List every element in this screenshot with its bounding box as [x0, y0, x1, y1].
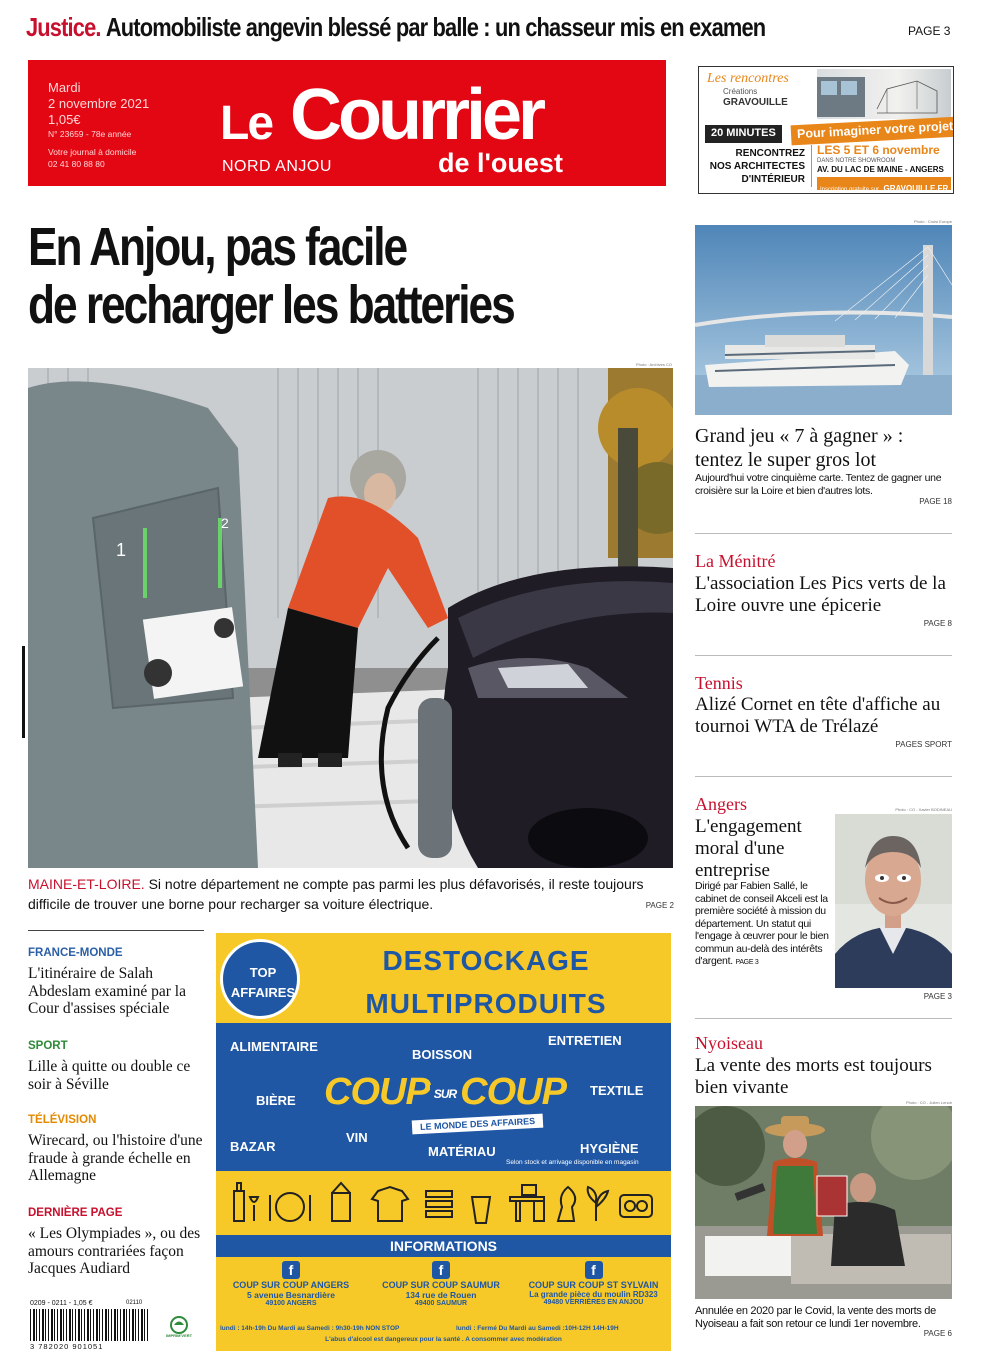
word-alimentaire: ALIMENTAIRE: [230, 1039, 318, 1054]
ad-tagline: Pour imaginer votre projet: [791, 117, 954, 146]
teaser-kicker: Justice.: [26, 12, 101, 42]
main-headline[interactable]: [28, 218, 688, 334]
word-vin: VIN: [346, 1130, 368, 1145]
ad-dates: LES 5 ET 6 novembre: [817, 143, 940, 157]
main-photo-charging-station: [28, 368, 673, 868]
store-saumur[interactable]: [366, 1257, 516, 1307]
store-city: 49480 VERRIÈRES EN ANJOU: [543, 1299, 644, 1306]
product-icons: [228, 1177, 658, 1233]
word-textile: TEXTILE: [590, 1083, 644, 1098]
store-angers[interactable]: [216, 1257, 366, 1307]
ad-left-line3: D'INTÉRIEUR: [741, 174, 805, 185]
angers-title[interactable]: L'engagement moral d'une entreprise: [695, 816, 802, 881]
ad-site-link[interactable]: GRAVOUILLE.FR: [883, 184, 949, 193]
brief-wirecard[interactable]: Wirecard, ou l'histoire d'une fraude à grande échelle en Allemagne: [28, 1132, 203, 1184]
ad-title-1: DESTOCKAGE: [382, 945, 590, 976]
alcohol-warning: L'abus d'alcool est dangereux pour la santé . A consommer avec modération: [325, 1336, 562, 1343]
plate-2-label: 2: [221, 515, 229, 531]
facebook-icon[interactable]: f: [432, 1261, 450, 1279]
ad-title-2: MULTIPRODUITS: [365, 988, 607, 1019]
facebook-icon[interactable]: f: [585, 1261, 603, 1279]
ad-signup-label: Inscription gratuite sur: [820, 187, 880, 193]
tshirt-icon: [372, 1187, 408, 1221]
ad-left-line2: NOS ARCHITECTES: [709, 161, 805, 172]
ad-divider: [811, 145, 812, 187]
hours-st-sylvain: lundi : Fermé Du Mardi au Samedi :10H-12H 14H-19H: [456, 1325, 619, 1332]
issue-day: Mardi: [48, 80, 81, 95]
brief-category-sport: SPORT: [28, 1040, 68, 1052]
menitre-kicker: La Ménitré: [695, 551, 776, 571]
top-teaser[interactable]: [26, 12, 896, 44]
boat-photo-credit: Photo : Croisi Europe: [913, 219, 952, 224]
angers-photo-credit: Photo : CO - Xavier BODINEAU: [895, 807, 952, 812]
cup-icon: [472, 1197, 490, 1223]
facebook-icon[interactable]: f: [282, 1261, 300, 1279]
nyoiseau-kicker: Nyoiseau: [695, 1033, 763, 1053]
tennis-title[interactable]: Alizé Cornet en tête d'affiche au tournoi WTA de Trélazé: [695, 694, 941, 737]
rule-3: [695, 776, 952, 777]
word-biere: BIÈRE: [256, 1093, 296, 1108]
logo-le: Le: [220, 97, 273, 150]
logo-ouest: de l'ouest: [438, 148, 563, 178]
logo-courrier: Courrier: [290, 75, 543, 155]
headline-line2: de recharger les batteries: [28, 275, 514, 335]
ad-address: AV. DU LAC DE MAINE - ANGERS: [817, 165, 944, 174]
headline-line1: En Anjou, pas facile: [28, 217, 407, 277]
jeu-text: Aujourd'hui votre cinquième carte. Tentez de gagner une croisière sur la Loire et bien d'autres lots.: [695, 472, 942, 497]
imprim-vert-logo: [164, 1314, 194, 1344]
brief-category-television: TÉLÉVISION: [28, 1114, 97, 1126]
imprim-vert-text: IMPRIM'VERT: [166, 1333, 193, 1338]
store-address: 5 avenue Besnardière: [247, 1290, 335, 1300]
teaser-page: PAGE 3: [908, 24, 951, 38]
chess-icon: [558, 1187, 575, 1221]
ad-script: Les rencontres: [707, 71, 789, 86]
rule-4: [695, 1018, 952, 1019]
store-st-sylvain[interactable]: [516, 1257, 671, 1306]
issue-price: 1,05€: [48, 112, 81, 127]
logo-sur: SUR: [430, 1085, 460, 1103]
nyoiseau-page: PAGE 6: [923, 1329, 952, 1338]
caption-text: Si notre département ne compte pas parmi les plus défavorisés, il reste toujours difficile de trouver une borne pour recharger sa voiture électrique.: [28, 876, 644, 912]
barcode-number: 3 782020 901051: [30, 1342, 104, 1351]
ad-minutes: 20 MINUTES: [705, 125, 782, 143]
barcode-code: 02110: [126, 1300, 143, 1306]
word-bazar: BAZAR: [230, 1139, 276, 1154]
rule-1: [695, 533, 952, 534]
hours-angers: lundi : 14h-19h Du Mardi au Samedi : 9h30-19h NON STOP: [220, 1325, 400, 1332]
fabien-salle-photo: [835, 814, 952, 988]
ad-brand-sub: Créations: [723, 87, 758, 96]
plate-icon: [270, 1193, 310, 1221]
word-entretien: ENTRETIEN: [548, 1033, 622, 1048]
jeu-title[interactable]: Grand jeu « 7 à gagner » : tentez le super gros lot: [695, 425, 904, 471]
store-name: COUP SUR COUP ST SYLVAIN: [528, 1280, 659, 1290]
gravouille-ad[interactable]: [698, 66, 954, 194]
logo-subtitle: LE MONDE DES AFFAIRES: [412, 1114, 544, 1135]
briefs-top-rule: [28, 930, 204, 931]
logo-coup-2: COUP: [460, 1071, 566, 1113]
masthead: [28, 60, 666, 186]
store-city: 49400 SAUMUR: [414, 1300, 468, 1307]
angers-kicker: Angers: [695, 794, 747, 814]
kitchen-image: [817, 69, 951, 119]
bottle-icon: [234, 1183, 258, 1221]
delivery-label: Votre journal à domicile: [48, 147, 137, 157]
logo-coup-1: COUP: [324, 1071, 430, 1113]
stock-note: Selon stock et arrivage disponible en magasin: [506, 1159, 639, 1166]
menitre-page: PAGE 8: [923, 619, 952, 628]
ad-left-line1: RENCONTREZ: [735, 148, 805, 159]
radio-icon: [620, 1195, 652, 1217]
store-address: La grande pièce du moulin RD323: [529, 1290, 658, 1299]
brief-salah-abdeslam[interactable]: L'itinéraire de Salah Abdeslam examiné par la Cour d'assises spéciale: [28, 965, 186, 1017]
towels-icon: [426, 1191, 452, 1217]
plate-1-label: 1: [116, 540, 127, 560]
nyoiseau-photo-credit: Photo : CO - Julien Lenoir: [905, 1100, 952, 1105]
desk-icon: [510, 1185, 544, 1221]
brief-lille[interactable]: Lille à quitte ou double ce soir à Séville: [28, 1058, 191, 1093]
milk-icon: [332, 1183, 350, 1221]
edition-info: [48, 80, 149, 170]
word-materiau: MATÉRIAU: [428, 1144, 496, 1159]
edition-name: NORD ANJOU: [222, 158, 332, 175]
main-photo-credit: Photo : Archives CO: [635, 362, 672, 367]
brief-category-france-monde: FRANCE-MONDE: [28, 947, 123, 959]
coup-sur-coup-ad[interactable]: [216, 933, 671, 1351]
ad-signup-bar[interactable]: [817, 177, 951, 193]
margin-mark: [22, 646, 25, 738]
brief-category-derniere-page: DERNIÈRE PAGE: [28, 1207, 123, 1219]
word-hygiene: HYGIÈNE: [580, 1141, 639, 1156]
nyoiseau-photo: [695, 1106, 952, 1299]
tennis-page: PAGES SPORT: [895, 740, 952, 749]
plant-icon: [588, 1187, 608, 1221]
teaser-text: Automobiliste angevin blessé par balle : un chasseur mis en examen: [105, 12, 766, 42]
word-boisson: BOISSON: [412, 1047, 472, 1062]
barcode: [30, 1309, 150, 1341]
barcode-top-text: 0209 - 0211 - 1,05 €: [30, 1300, 93, 1307]
info-bar: INFORMATIONS: [216, 1235, 671, 1257]
main-caption: [28, 874, 648, 914]
angers-page-inline: PAGE 3: [735, 959, 759, 966]
ad-brand-name: GRAVOUILLE: [723, 97, 788, 108]
badge-text: TOP AFFAIRES: [230, 965, 296, 1000]
issue-date: 2 novembre 2021: [48, 96, 150, 111]
delivery-phone: 02 41 80 88 80: [48, 159, 105, 169]
tennis-kicker: Tennis: [695, 673, 743, 693]
menitre-title[interactable]: L'association Les Pics verts de la Loire ouvre une épicerie: [695, 573, 946, 616]
caption-kicker: MAINE-ET-LOIRE.: [28, 876, 145, 892]
caption-page: PAGE 2: [645, 901, 674, 910]
store-city: 49100 ANGERS: [265, 1300, 317, 1307]
brief-olympiades[interactable]: « Les Olympiades », ou des amours contrariées façon Jacques Audiard: [28, 1225, 201, 1277]
rule-2: [695, 655, 952, 656]
store-name: COUP SUR COUP ANGERS: [232, 1280, 350, 1290]
angers-page: PAGE 3: [923, 992, 952, 1001]
ad-left-text: [705, 147, 805, 186]
coup-sur-coup-logo: [324, 1071, 566, 1114]
boat-photo: [695, 225, 952, 415]
store-address: 134 rue de Rouen: [405, 1290, 477, 1300]
ad-showroom: DANS NOTRE SHOWROOM: [817, 158, 896, 164]
issue-number: N° 23659 - 78e année: [48, 129, 132, 139]
store-name: COUP SUR COUP SAUMUR: [382, 1280, 500, 1290]
angers-text: [695, 880, 833, 970]
angers-text-body: Dirigé par Fabien Sallé, le cabinet de conseil Akceli est la première société à mission du département. Un statut qui l'engage à œuvrer pour le bien commun au-delà des intérêts d'argent.: [695, 880, 829, 967]
nyoiseau-text: Annulée en 2020 par le Covid, la vente des morts de Nyoiseau a fait son retour ce lundi 1er novembre.: [695, 1305, 936, 1330]
nyoiseau-title[interactable]: La vente des morts est toujours bien vivante: [695, 1055, 932, 1098]
jeu-page: PAGE 18: [919, 497, 952, 506]
